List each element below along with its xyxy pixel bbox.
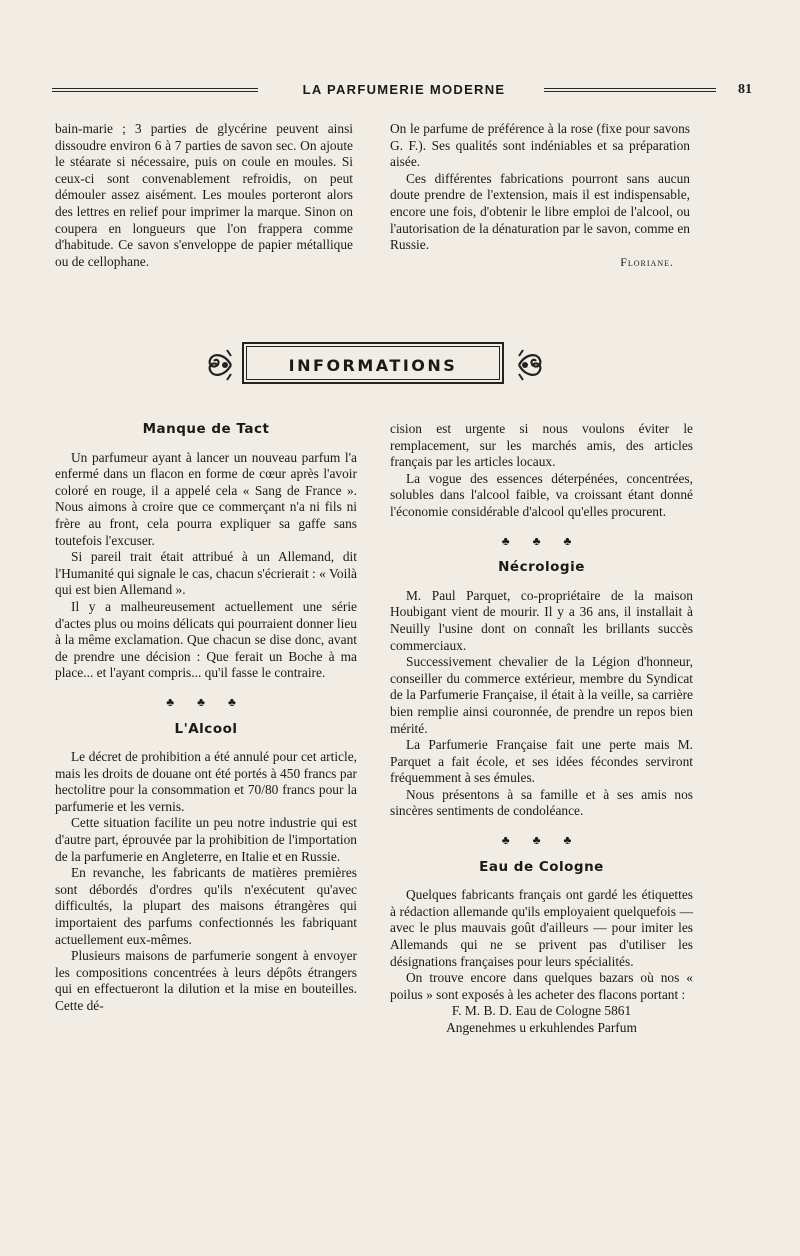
label-line: F. M. B. D. Eau de Cologne 5861 — [451, 1003, 632, 1019]
club-ornament-icon: ♣ ♣ ♣ — [501, 533, 582, 548]
paragraph: Quelques fabricants français ont gardé les étiquettes à rédaction allemande qu'ils employaient quelquefois — avec le plus mauvais goût d'ailleurs — pour imiter les Allemands qui ne se privent pas d'utiliser les désignations françaises pour leurs spécialités. — [390, 887, 693, 969]
paragraph: Si pareil trait était attribué à un Allemand, dit l'Humanité qui signale le cas, chacun s'écrierait : « Voilà qui est bien Allemand ». — [55, 549, 357, 598]
paragraph: Il y a malheureusement actuellement une série d'actes plus ou moins délicats qui pourraient donner lieu à la même exclamation. Que chacun se dise donc, avant de prendre une décision : Que ferait un Boche à ma place... et l'ayant compris... qu'il fasse le contraire. — [55, 598, 357, 681]
top-left-column — [55, 121, 353, 270]
paragraph: Le décret de prohibition a été annulé pour cet article, mais les droits de douane ont été portés à 450 francs par hectolitre pour la consommation et 70/80 francs pour la parfumerie et les vernis. — [55, 749, 357, 814]
informations-banner — [205, 340, 545, 392]
section-heading-eau-de-cologne: Eau de Cologne — [479, 858, 604, 875]
section-heading-manque-de-tact: Manque de Tact — [142, 421, 270, 437]
bottom-left-column — [55, 413, 357, 1015]
paragraph: La vogue des essences déterpénées, concentrées, solubles dans l'alcool faible, va croissant étant donné l'économie considérable d'alcool qu'elles procurent. — [390, 470, 693, 519]
label-line: Angenehmes u erkuhlendes Parfum — [446, 1020, 637, 1035]
paragraph: Un parfumeur ayant à lancer un nouveau parfum l'a enfermé dans un flacon en forme de cœur après l'avoir coloré en rouge, il a appelé cela « Sang de France ». Nous aimons à croire que ce commerçant n'a ni fils ni frère au front, cela pourra expliquer sa gaffe sans toutefois l'excuser. — [55, 449, 357, 548]
author-signature: Floriane. — [620, 254, 674, 269]
paragraph: M. Paul Parquet, co-propriétaire de la maison Houbigant vient de mourir. Il y a 36 ans, il installait à Neuilly l'usine dont on connaît les brillants succès commerciaux. — [390, 587, 693, 653]
signature-line — [390, 254, 690, 271]
paragraph: bain-marie ; 3 parties de glycérine peuvent ainsi dissoudre environ 6 à 7 parties de savon sec. On ajoute le stéarate si nécessaire, puis on coule en moules. Si ceux-ci sont convenablement refroidis, on peut démouler assez aisément. Les moules porteront alors des lettres en relief pour imprimer la marque. Sinon on coupera en longueurs que l'on frappera comme d'habitude. Ce savon s'enveloppe de papier métallique ou de cellophane. — [55, 121, 353, 269]
banner-frame — [242, 342, 504, 384]
club-ornament-icon: ♣ ♣ ♣ — [166, 694, 246, 709]
paragraph: Plusieurs maisons de parfumerie songent à envoyer les compositions concentrées à leurs dépôts étrangers qui en effectueront la dilution et la mise en bouteilles. Cette dé- — [55, 948, 357, 1013]
paragraph: On trouve encore dans quelques bazars où nos « poilus » sont exposés à les acheter des flacons portant : — [390, 970, 693, 1002]
header-rule-left — [52, 88, 258, 92]
fleuron-left-icon — [205, 346, 235, 384]
paragraph: Cette situation facilite un peu notre industrie qui est d'autre part, éprouvée par la prohibition de l'importation de la parfumerie en Angleterre, en Italie et en Russie. — [55, 815, 357, 864]
paragraph: En revanche, les fabricants de matières premières sont débordés d'ordres qu'ils n'exécutent qu'avec difficultés, la plupart des maisons étrangères qui importaient des parfums confectionnés les fabriquant actuellement eux-mêmes. — [55, 865, 357, 947]
section-heading-alcool: L'Alcool — [174, 720, 238, 737]
running-header — [52, 82, 752, 102]
paragraph: Ces différentes fabrications pourront sans aucun doute prendre de l'extension, mais il est indispensable, encore une fois, d'obtenir le libre emploi de l'alcool, ou l'autorisation de la dénaturation par le savon, comme en Russie. — [390, 170, 690, 253]
section-heading-necrologie: Nécrologie — [498, 559, 585, 576]
paragraph: Nous présentons à sa famille et à ses amis nos sincères sentiments de condoléance. — [390, 786, 693, 819]
club-ornament-icon: ♣ ♣ ♣ — [501, 833, 582, 848]
paragraph: cision est urgente si nous voulons éviter le remplacement, sur les marchés amis, des articles français par les articles locaux. — [390, 421, 693, 470]
fleuron-right-icon — [515, 346, 545, 384]
journal-title: LA PARFUMERIE MODERNE — [302, 82, 506, 97]
header-rule-right — [544, 88, 716, 92]
paragraph: On le parfume de préférence à la rose (fixe pour savons G. F.). Ses qualités sont indéniables et sa préparation aisée. — [390, 121, 690, 170]
bottom-right-column — [390, 421, 693, 1037]
top-right-column — [390, 121, 690, 270]
page-number: 81 — [738, 82, 752, 97]
paragraph: Successivement chevalier de la Légion d'honneur, conseiller du commerce extérieur, membre du Syndicat de la Parfumerie Française, il était à la veille, sa carrière bien remplie ainsi couronnée, de prendre un repos bien mérité. — [390, 654, 693, 736]
banner-title: INFORMATIONS — [288, 356, 458, 375]
paragraph: La Parfumerie Française fait une perte mais M. Parquet a fait école, et ses idées fécondes serviront fréquemment à ses émules. — [390, 737, 693, 786]
